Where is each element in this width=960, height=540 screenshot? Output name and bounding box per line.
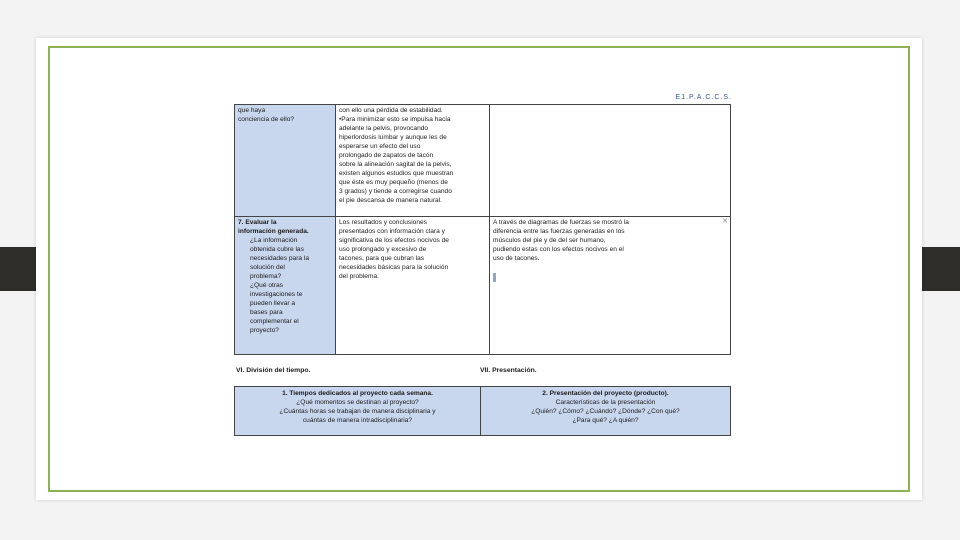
cell-line: del problema. — [339, 273, 379, 280]
cell-line: diferencia entre las fuerzas generadas en los — [493, 228, 625, 235]
document-header: E1.P.A.C.C.S. — [675, 94, 732, 101]
cell-line: esperarse un efecto del uso — [339, 143, 421, 150]
cell-line: músculos del pie y de del ser humano, — [493, 237, 606, 244]
cell-line: que éste es muy pequeño (menos de — [339, 179, 448, 186]
cell-title: 2. Presentación del proyecto (producto). — [542, 390, 669, 397]
cell-line: prolongado de zapatos de tacón — [339, 152, 434, 159]
cell-line: ¿La información — [250, 237, 298, 244]
cell-line: que haya — [238, 107, 266, 114]
document-image — [210, 70, 738, 464]
cell-line: necesidades básicas para la solución — [339, 264, 449, 271]
cell-presentation — [481, 387, 731, 436]
cell-line: uso de tacones. — [493, 255, 540, 262]
cell-line: ¿Quién? ¿Cómo? ¿Cuándo? ¿Dónde? ¿Con qué? — [531, 408, 680, 415]
section-title-presentation: VII. Presentación. — [480, 367, 537, 374]
table-row — [235, 217, 731, 355]
cell-line: investigaciones te — [250, 291, 303, 298]
cell-line: ¿Para qué? ¿A quién? — [572, 417, 639, 424]
cursor-marker — [493, 273, 496, 282]
cell-step-7 — [235, 217, 336, 355]
cell-line: necesidades para la — [250, 255, 310, 262]
cell-title: 1. Tiempos dedicados al proyecto cada semana. — [282, 390, 433, 397]
cell-line: bases para — [250, 309, 283, 316]
cell-step-continuation — [235, 105, 336, 217]
bottom-table — [234, 386, 731, 436]
cell-line: solución del — [250, 264, 285, 271]
cell-line: presentados con información clara y — [339, 228, 445, 235]
cell-line: adelante la pelvis, provocando — [339, 125, 429, 132]
cell-line: el pie descansa de manera natural. — [339, 197, 443, 204]
cell-line: pudiendo estas con los efectos nocivos en el — [493, 246, 624, 253]
cell-line: Características de la presentación — [555, 399, 656, 406]
cell-line: ¿Cuántas horas se trabajan de manera disciplinaria y — [279, 408, 436, 415]
cell-line: •Para minimizar esto se impulsa hacia — [339, 116, 451, 123]
step-title: 7. Evaluar la — [238, 219, 277, 226]
cell-line: uso prolongado y excesivo de — [339, 246, 427, 253]
cell-line: cuántas de manera intradisciplinaria? — [302, 417, 413, 424]
cell-line: ¿Qué momentos se destinan al proyecto? — [296, 399, 419, 406]
close-icon: ✕ — [722, 218, 728, 225]
cell-line: tacones, para que cubran las — [339, 255, 425, 262]
cell-line: problema? — [250, 273, 282, 280]
cell-line: pueden llevar a — [250, 300, 296, 307]
cell-line: obtenida cubre las — [250, 246, 304, 253]
process-table — [234, 104, 731, 355]
cell-line: hiperlordosis lumbar y aunque les de — [339, 134, 447, 141]
section-title-time: VI. División del tiempo. — [236, 367, 311, 374]
step-title: información generada. — [238, 228, 309, 235]
cell-time-dedication — [235, 387, 481, 436]
table-row — [235, 105, 731, 217]
cell-line: ¿Qué otras — [250, 282, 283, 289]
cell-line: sobre la alineación sagital de la pelvis, — [339, 161, 452, 168]
cell-line: conciencia de ello? — [238, 116, 295, 123]
cell-line: A través de diagramas de fuerzas se mostró la — [493, 219, 629, 226]
cell-line: Los resultados y conclusiones — [339, 219, 427, 226]
cell-line: complementar el — [250, 318, 299, 325]
cell-line: 3 grados) y tiende a corregirse cuando — [339, 188, 452, 195]
cell-evaluation — [490, 217, 731, 355]
cell-description-continuation — [336, 105, 490, 217]
cell-empty — [490, 105, 731, 217]
cell-line: significativa de los efectos nocivos de — [339, 237, 449, 244]
cell-line: existen algunos estudios que muestran — [339, 170, 454, 177]
cell-line: proyecto? — [250, 327, 279, 334]
cell-line: con ello una pérdida de estabilidad. — [339, 107, 443, 114]
cell-results — [336, 217, 490, 355]
table-row — [235, 387, 731, 436]
